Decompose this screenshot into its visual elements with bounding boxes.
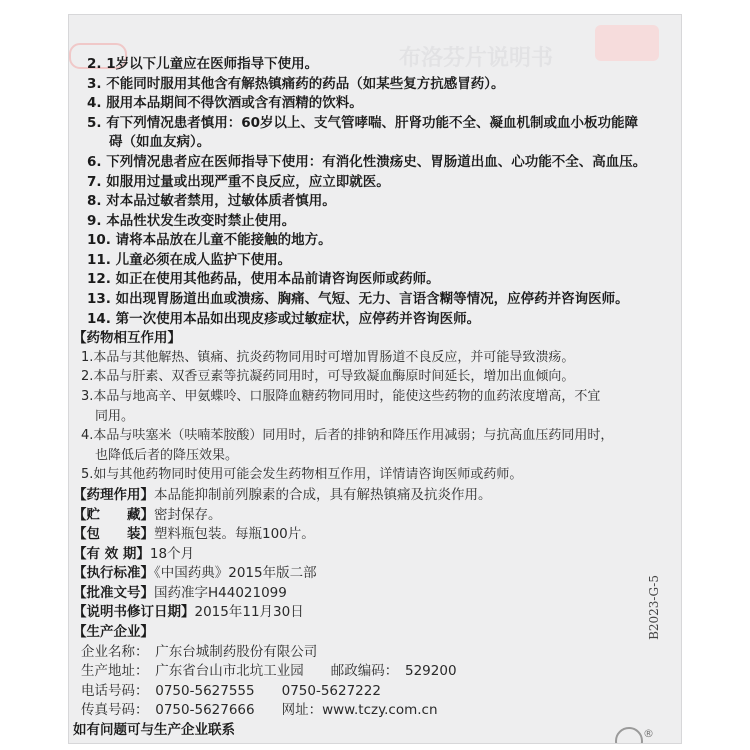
watermark-title: 布洛芬片说明书 [399,46,554,71]
precaution-item: 8. 对本品过敏者禁用，过敏体质者慎用。 [87,193,336,209]
field-pharmacology: 【药理作用】本品能抑制前列腺素的合成，具有解热镇痛及抗炎作用。 [73,487,492,503]
precaution-item-cont: 碍（如血友病）。 [109,134,211,150]
precaution-item: 10. 请将本品放在儿童不能接触的地方。 [87,232,332,248]
precaution-item: 5. 有下列情况患者慎用：60岁以上、支气管哮喘、肝肾功能不全、凝血机制或血小板功能障 [87,115,639,131]
field-package: 【包 装】塑料瓶包装。每瓶100片。 [73,526,315,542]
precaution-item: 4. 服用本品期间不得饮酒或含有酒精的饮料。 [87,95,363,111]
interaction-item: 5.如与其他药物同时使用可能会发生药物相互作用，详情请咨询医师或药师。 [81,467,523,482]
leaflet-paper [68,14,682,744]
precaution-item: 11. 儿童必须在成人监护下使用。 [87,252,292,268]
print-code: B2023-G-5 [647,575,661,640]
precaution-item: 12. 如正在使用其他药品，使用本品前请咨询医师或药师。 [87,271,440,287]
precaution-item: 3. 不能同时服用其他含有解热镇痛药的药品（如某些复方抗感冒药）。 [87,76,505,92]
precaution-item: 2. 1岁以下儿童应在医师指导下使用。 [87,56,319,72]
manufacturer-fax: 传真号码： 0750-5627666 网址：www.tczy.com.cn [81,702,438,718]
field-approval: 【批准文号】国药准字H44021099 [73,585,287,601]
field-standard: 【执行标准】《中国药典》2015年版二部 [73,565,317,581]
interaction-item-cont: 同用。 [95,409,135,424]
section-heading-manufacturer: 【生产企业】 [73,624,154,640]
precaution-item: 6. 下列情况患者应在医师指导下使用：有消化性溃疡史、胃肠道出血、心功能不全、高血压。 [87,154,647,170]
footer-contact: 如有问题可与生产企业联系 [73,722,235,738]
interaction-item-cont: 也降低后者的降压效果。 [95,448,239,463]
interaction-item: 2.本品与肝素、双香豆素等抗凝药同用时，可导致凝血酶原时间延长，增加出血倾向。 [81,369,575,384]
manufacturer-name: 企业名称： 广东台城制药股份有限公司 [81,644,318,660]
manufacturer-address: 生产地址： 广东省台山市北坑工业园 邮政编码： 529200 [81,663,457,679]
registered-icon: ® [643,727,654,740]
precaution-item: 9. 本品性状发生改变时禁止使用。 [87,213,296,229]
interaction-item: 3.本品与地高辛、甲氨蝶呤、口服降血糖药物同用时，能使这些药物的血药浓度增高，不宜 [81,389,601,404]
leaflet-content [69,15,681,743]
field-revision-date: 【说明书修订日期】2015年11月30日 [73,604,304,620]
precaution-item: 7. 如服用过量或出现严重不良反应，应立即就医。 [87,174,390,190]
field-validity: 【有 效 期】18个月 [73,546,195,562]
interaction-item: 4.本品与呋塞米（呋喃苯胺酸）同用时，后者的排钠和降压作用减弱；与抗高血压药同用时， [81,428,614,443]
field-storage: 【贮 藏】密封保存。 [73,507,222,523]
interaction-item: 1.本品与其他解热、镇痛、抗炎药物同用时可增加胃肠道不良反应，并可能导致溃疡。 [81,350,575,365]
precaution-item: 14. 第一次使用本品如出现皮疹或过敏症状，应停药并咨询医师。 [87,311,481,327]
manufacturer-phone: 电话号码： 0750-5627555 0750-5627222 [81,683,381,699]
precaution-item: 13. 如出现胃肠道出血或溃疡、胸痛、气短、无力、言语含糊等情况，应停药并咨询医师。 [87,291,629,307]
section-heading-interactions: 【药物相互作用】 [73,330,181,346]
